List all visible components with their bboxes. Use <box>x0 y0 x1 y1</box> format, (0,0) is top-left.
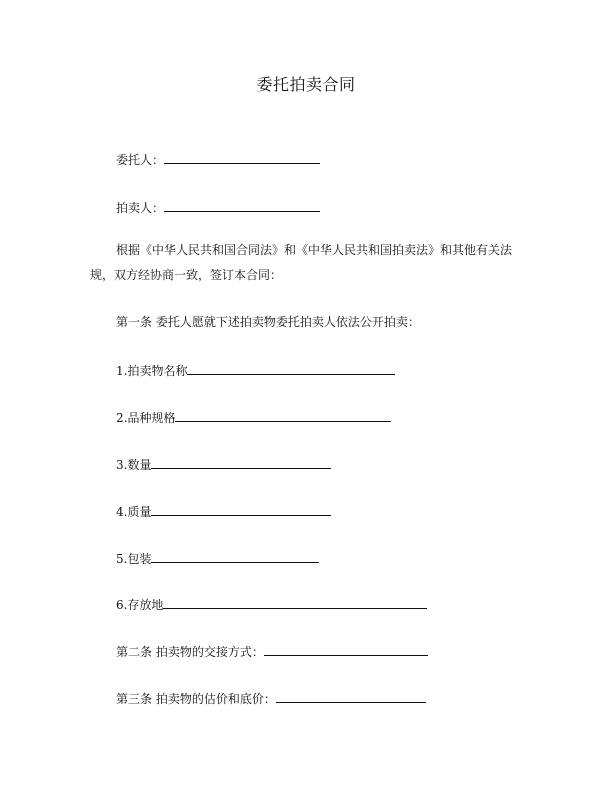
consignor-label: 委托人： <box>116 153 165 167</box>
item-5-label: 5.包装 <box>116 552 152 566</box>
item-3-label: 3.数量 <box>116 458 152 472</box>
item-4-line <box>116 502 331 520</box>
item-3-blank[interactable] <box>151 455 331 469</box>
item-2-line <box>116 408 391 426</box>
item-5-line <box>116 549 319 567</box>
consignor-blank[interactable] <box>164 150 320 164</box>
page-title: 委托拍卖合同 <box>256 75 356 94</box>
item-4-label: 4.质量 <box>116 505 152 519</box>
article-3-label: 第三条 拍卖物的估价和底价： <box>116 692 276 706</box>
item-1-blank[interactable] <box>187 361 395 375</box>
article-3-blank[interactable] <box>276 689 426 703</box>
article-2-line <box>116 642 428 660</box>
consignor-line <box>116 150 320 168</box>
intro-paragraph: 根据《中华人民共和国合同法》和《中华人民共和国拍卖法》和其他有关法规，双方经协商一致，签订本合同： <box>90 243 513 282</box>
auctioneer-label: 拍卖人： <box>116 201 165 215</box>
item-3-line <box>116 455 331 473</box>
auctioneer-line <box>116 198 320 216</box>
item-5-blank[interactable] <box>151 549 319 563</box>
article-2-blank[interactable] <box>264 642 428 656</box>
item-6-line <box>116 595 427 613</box>
item-6-blank[interactable] <box>163 595 427 609</box>
article-3-line <box>116 689 426 707</box>
article-2-label: 第二条 拍卖物的交接方式： <box>116 645 264 659</box>
item-4-blank[interactable] <box>151 502 331 516</box>
item-6-label: 6.存放地 <box>116 598 164 612</box>
item-1-label: 1.拍卖物名称 <box>116 364 188 378</box>
item-2-blank[interactable] <box>175 408 391 422</box>
item-1-line <box>116 361 395 379</box>
auctioneer-blank[interactable] <box>164 198 320 212</box>
item-2-label: 2.品种规格 <box>116 411 176 425</box>
article-1: 第一条 委托人愿就下述拍卖物委托拍卖人依法公开拍卖： <box>116 315 420 329</box>
